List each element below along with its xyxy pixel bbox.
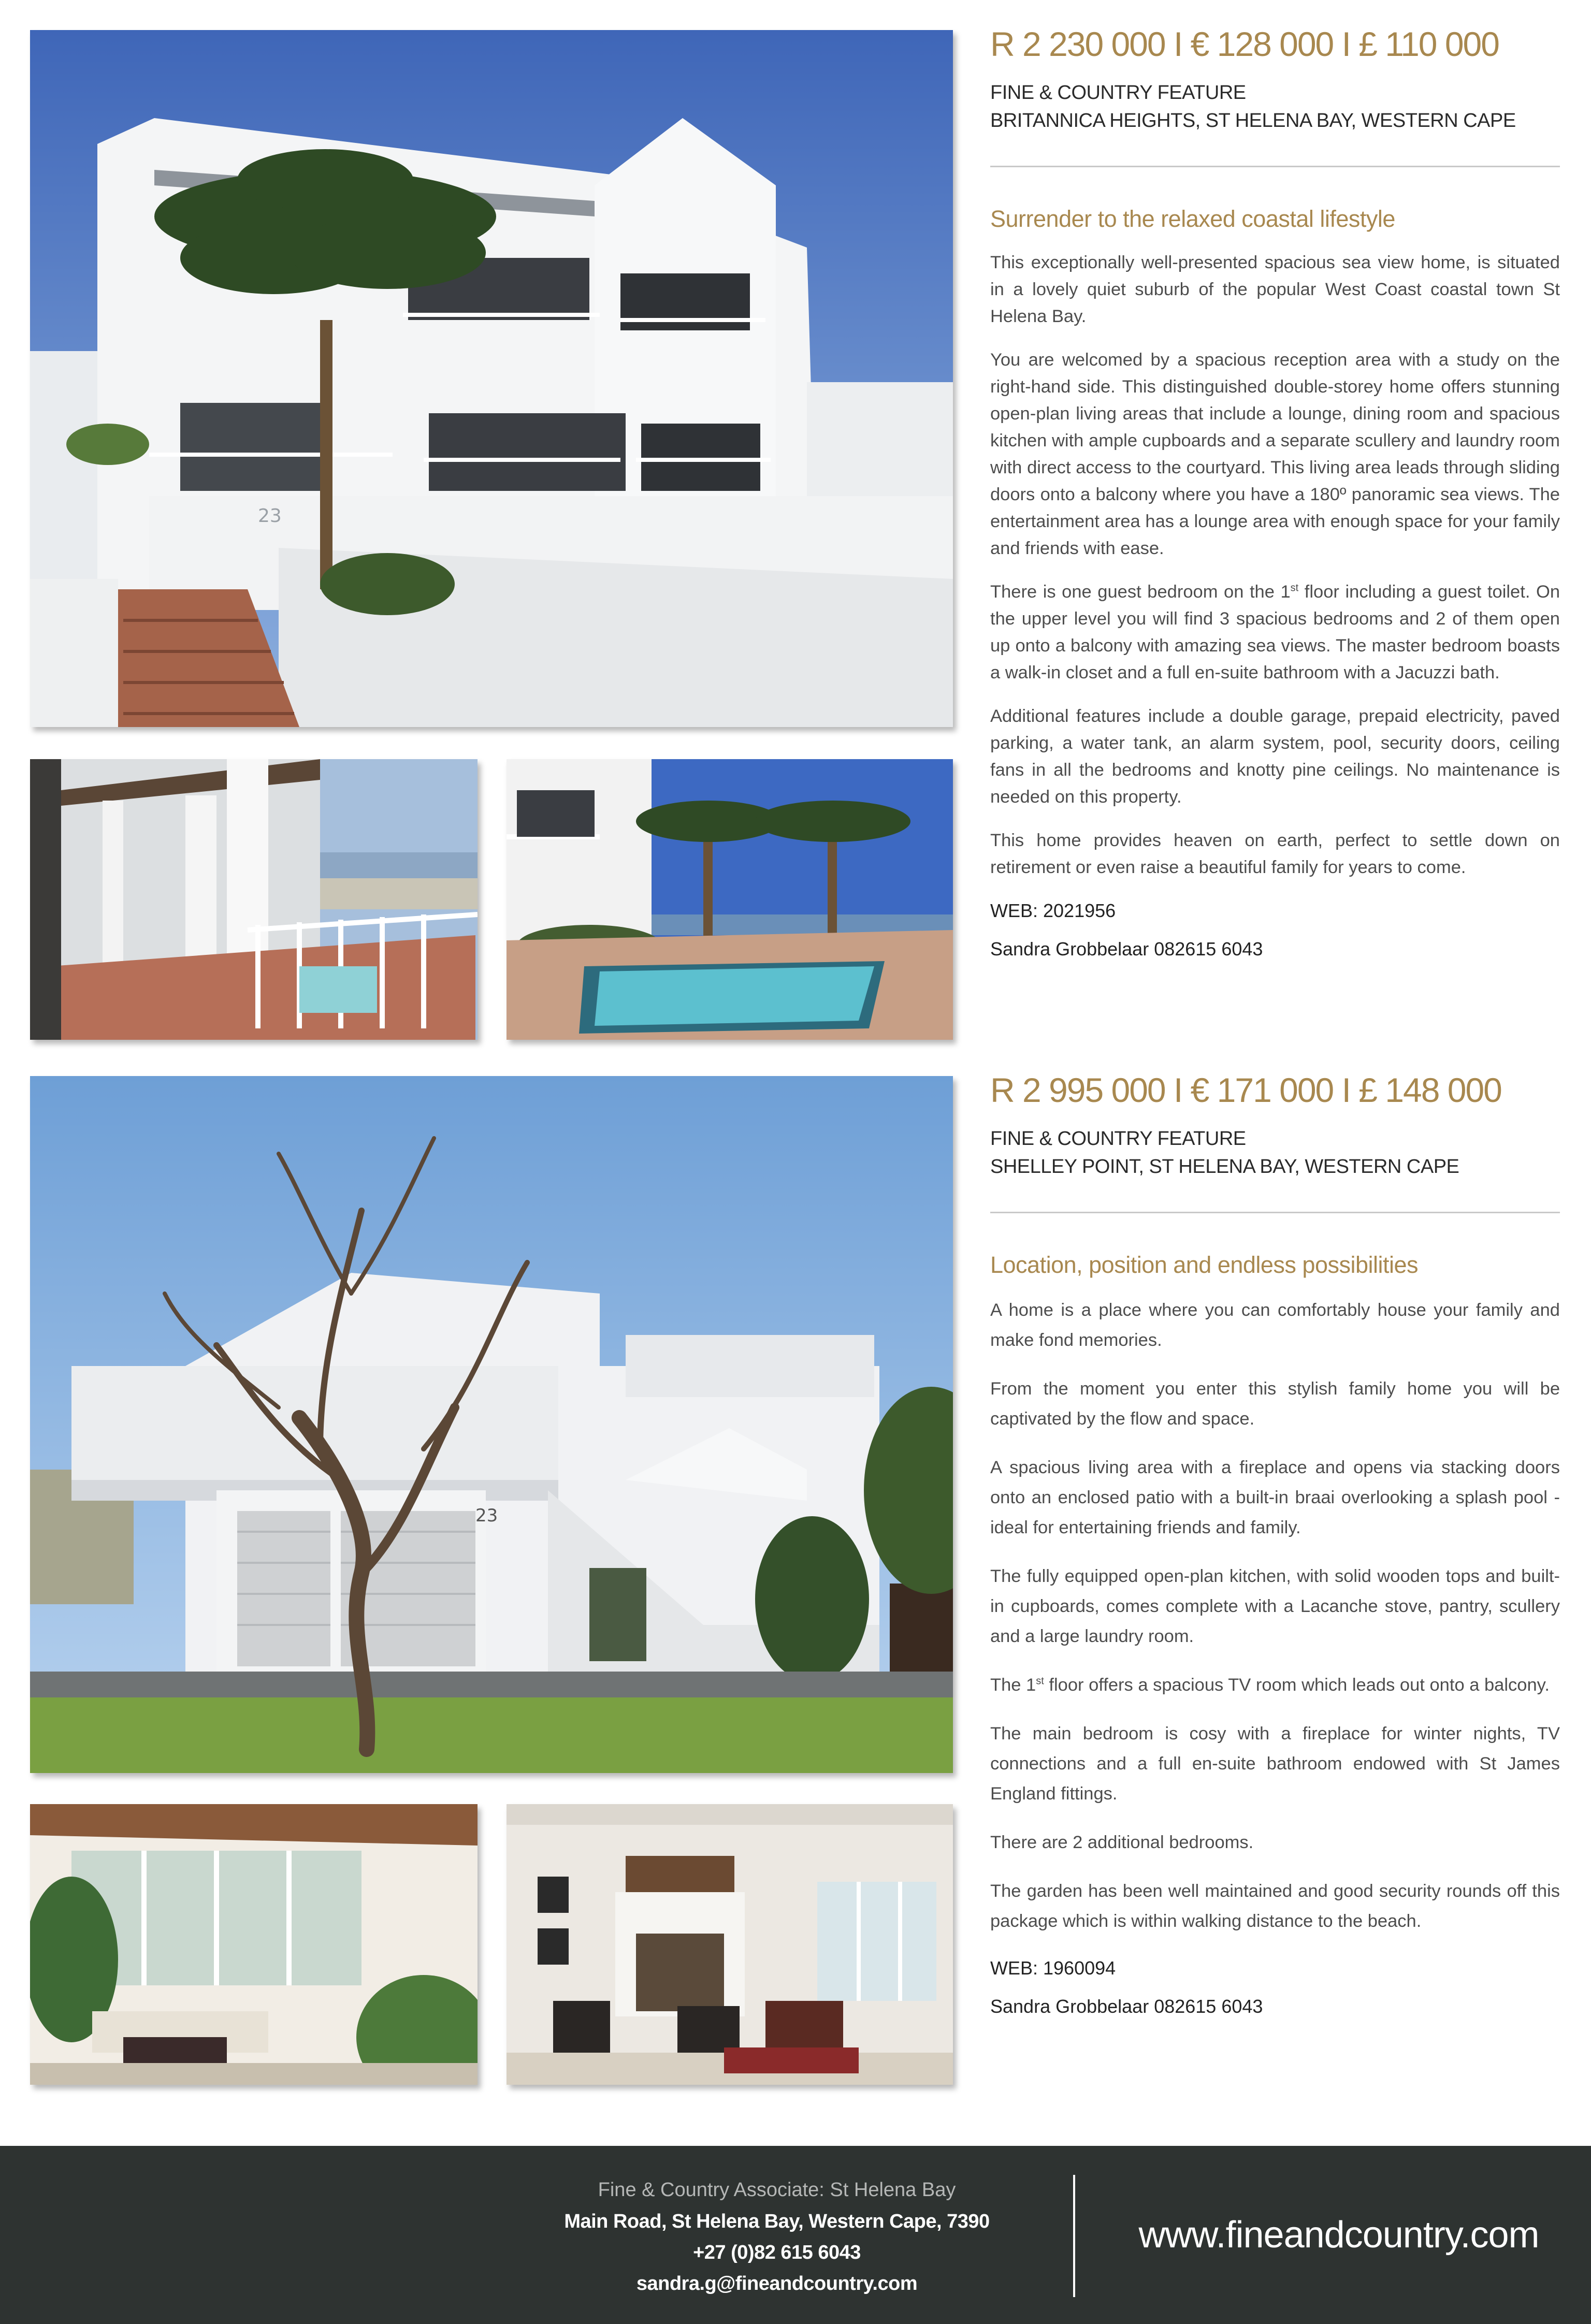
- listing-1-paragraph-5: This home provides heaven on earth, perfect to settle down on retirement or even raise a beautiful family for years to come.: [990, 831, 1560, 877]
- listing-1-feature-label: FINE & COUNTRY FEATURE: [990, 82, 1246, 104]
- listing-1-main-photo: [30, 30, 953, 727]
- listing-1-paragraph-2: You are welcomed by a spacious reception area with a study on the right-hand side. This distinguished double-storey home offers stunning open-plan living areas that include a lounge, dining room and spacious kitchen with ample cupboards and a separate scullery and laundry room with direct access to the courtyard. This living area leads through sliding doors onto a balcony where you have a 180º panoramic sea views. The entertainment area has a lounge area with enough space for your family and friends with ease.: [990, 350, 1560, 558]
- listing-2-price: R 2 995 000 I € 171 000 I £ 148 000: [990, 1071, 1501, 1109]
- footer-divider: [1073, 2175, 1075, 2297]
- listing-2-feature-label: FINE & COUNTRY FEATURE: [990, 1128, 1246, 1150]
- listing-2-paragraph-3: A spacious living area with a fireplace and opens via stacking doors onto an enclosed patio with a built-in braai overlooking a splash pool - ideal for entertaining friends and family.: [990, 1458, 1560, 1537]
- house-number-2: 23: [475, 1505, 498, 1526]
- footer-contact: [518, 2174, 1036, 2299]
- listing-1-paragraph-4: Additional features include a double garage, prepaid electricity, paved parking, a water tank, an alarm system, pool, security doors, ceiling fans in all the bedrooms and knotty pine ceilings. No maintenance is needed on this property.: [990, 706, 1560, 807]
- listing-2-lounge-photo: [507, 1804, 953, 2085]
- listing-2-location: SHELLEY POINT, ST HELENA BAY, WESTERN CAPE: [990, 1156, 1459, 1178]
- listing-2-paragraph-floors: The 1st floor offers a spacious TV room which leads out onto a balcony.: [990, 1675, 1550, 1695]
- footer: [0, 2146, 1591, 2324]
- footer-associate: Fine & Country Associate: St Helena Bay: [598, 2179, 956, 2201]
- house-number-1: 23: [258, 505, 282, 527]
- listing-1-paragraph-1: This exceptionally well-presented spacious sea view home, is situated in a lovely quiet suburb of the popular West Coast coastal town St Helena Bay.: [990, 253, 1560, 326]
- listing-1-paragraph-floors: There is one guest bedroom on the 1st floor including a guest toilet. On the upper level you will find 3 spacious bedrooms and 2 of them open up onto a balcony with amazing sea views. The master bedroom boasts a walk-in closet and a full en-suite bathroom with a Jacuzzi bath.: [990, 582, 1560, 682]
- listing-1-price: R 2 230 000 I € 128 000 I £ 110 000: [990, 25, 1499, 63]
- listing-1-balcony-photo: [30, 759, 478, 1040]
- listing-2-patio-photo: [30, 1804, 478, 2085]
- footer-email[interactable]: sandra.g@fineandcountry.com: [636, 2273, 918, 2294]
- listing-2-paragraph-2: From the moment you enter this stylish family home you will be captivated by the flow and space.: [990, 1379, 1560, 1429]
- listing-2-headline: Location, position and endless possibilities: [990, 1252, 1419, 1278]
- listing-2-main-photo: [30, 1076, 953, 1773]
- listing-2-paragraph-4: The fully equipped open-plan kitchen, with solid wooden tops and built-in cupboards, comes complete with a Lacanche stove, pantry, scullery and a large laundry room.: [990, 1566, 1560, 1646]
- listing-1-location: BRITANNICA HEIGHTS, ST HELENA BAY, WESTERN CAPE: [990, 110, 1516, 132]
- footer-website-link[interactable]: www.fineandcountry.com: [1138, 2214, 1539, 2256]
- listing-1-divider: [990, 166, 1560, 167]
- listing-2-paragraph-8: The garden has been well maintained and good security rounds off this package which is within walking distance to the beach.: [990, 1881, 1560, 1931]
- footer-address: Main Road, St Helena Bay, Western Cape, 7390: [564, 2211, 990, 2232]
- listing-2-paragraph-7: There are 2 additional bedrooms.: [990, 1833, 1254, 1852]
- listing-2-divider: [990, 1212, 1560, 1213]
- listing-2-web-ref: WEB: 1960094: [990, 1957, 1116, 1979]
- footer-phone[interactable]: +27 (0)82 615 6043: [693, 2242, 861, 2263]
- listing-1: [990, 21, 1560, 974]
- listing-1-pool-photo: [507, 759, 953, 1040]
- listing-1-headline: Surrender to the relaxed coastal lifestyle: [990, 206, 1395, 232]
- listing-2-paragraph-1: A home is a place where you can comfortably house your family and make fond memories.: [990, 1300, 1560, 1350]
- listing-1-agent: Sandra Grobbelaar 082615 6043: [990, 938, 1263, 960]
- listing-2-agent: Sandra Grobbelaar 082615 6043: [990, 1996, 1263, 2017]
- listing-1-web-ref: WEB: 2021956: [990, 900, 1116, 921]
- listing-2-paragraph-6: The main bedroom is cosy with a fireplace for winter nights, TV connections and a full en-suite bathroom endowed with St James England fittings.: [990, 1724, 1560, 1804]
- listing-2: [990, 1067, 1560, 2031]
